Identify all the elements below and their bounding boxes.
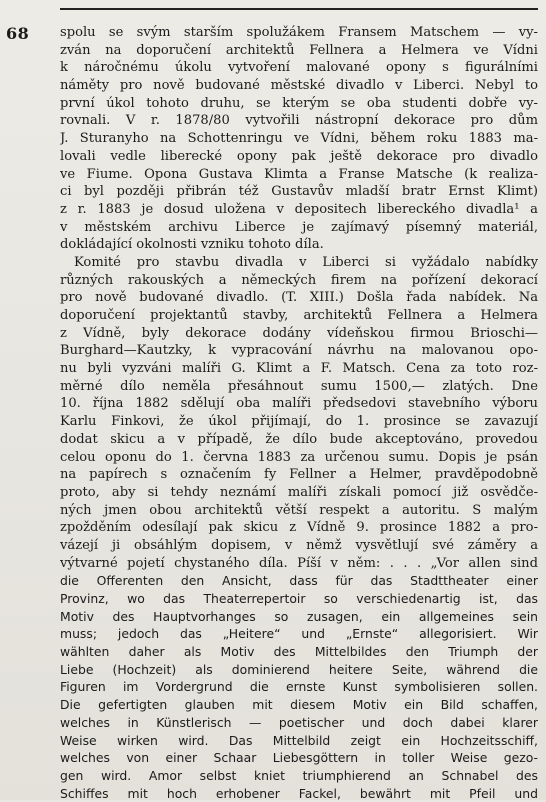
text-line: měrné dílo neměla přesáhnout sumu 1500,— zlatých. Dne [60, 378, 538, 394]
text-line: pro nově budované divadlo. (T. XIII.) Došla řada nabídek. Na [60, 290, 538, 306]
text-line: zpožděním odesílají pak skicu z Vídně 9. prosince 1882 a pro- [60, 520, 538, 536]
text-line: v městském archivu Liberce je zajímavý písemný materiál, [60, 219, 538, 235]
text-line: proto, aby si tehdy neznámí malíři získali pomocí již osvědče- [60, 484, 538, 500]
top-rule [60, 8, 538, 10]
text-line: Karlu Finkovi, že úkol přijímají, do 1. prosince se zavazují [60, 414, 538, 430]
text-line: Provinz, wo das Theaterrepertoir so verschiedenartig ist, das [60, 591, 538, 606]
text-line: dokládající okolnosti vzniku tohoto díla. [60, 237, 324, 253]
text-line: die Offerenten den Ansicht, dass für das Stadttheater einer [60, 573, 538, 589]
text-line: Liebe (Hochzeit) als dominierend heitere Seite, während die [60, 661, 538, 677]
text-line: ve Fiume. Opona Gustava Klimta a Franse Matsche (k realiza- [60, 166, 538, 182]
text-line: 10. října 1882 sdělují oba malíři předsedovi stavebního výboru [60, 396, 538, 412]
text-line: Weise wirken wird. Das Mittelbild zeigt ein Hochzeitsschiff, [60, 732, 538, 748]
text-line: welches in Künstlerisch — poetischer und doch dabei klarer [60, 714, 538, 730]
text-line: vázejí ji obsáhlým dopisem, v němž vysvětlují své záměry a [60, 537, 538, 553]
text-line: Die gefertigten glauben mit diesem Motiv ein Bild schaffen, [60, 697, 538, 713]
text-line: výtvarné pojetí chystaného díla. Píší v něm: . . . „Vor allen sind [60, 555, 538, 571]
text-line: lovali vedle liberecké opony pak ještě dekorace pro divadlo [60, 148, 538, 164]
text-line: rovnali. V r. 1878/80 vytvořili nástropní dekorace pro dům [60, 113, 538, 129]
text-line: muss; jedoch das „Heitere“ und „Ernste“ allegorisiert. Wir [60, 626, 538, 642]
text-line: Komité pro stavbu divadla v Liberci si vyžádalo nabídky [74, 254, 538, 270]
text-line: ci byl později přibrán též Gustavův mladší bratr Ernst Klimt) [60, 184, 538, 200]
text-line: nu byli vyzváni malíři G. Klimt a F. Matsch. Cena za toto roz- [60, 361, 538, 377]
text-line: wählten daher als Motiv des Mittelbildes den Triumph der [60, 644, 538, 660]
text-line: na papírech s označením fy Fellner a Helmer, pravděpodobně [60, 467, 538, 483]
text-line: Figuren im Vordergrund die ernste Kunst symbolisieren sollen. [60, 679, 538, 695]
text-line: ných jmen obou architektů větší respekt a autoritu. S malým [60, 502, 538, 518]
text-line: J. Sturanyho na Schottenringu ve Vídni, během roku 1883 ma- [60, 131, 538, 147]
text-line: k náročnému úkolu vytvoření malované opony s figurálními [60, 60, 538, 76]
page-number: 68 [6, 24, 30, 43]
text-line: celou oponu do 1. června 1883 za určenou sumu. Dopis je psán [60, 449, 538, 465]
text-line: náměty pro nově budované městské divadlo v Liberci. Nebyl to [60, 78, 538, 94]
text-line: z r. 1883 je dosud uložena v depositech libereckého divadla¹ a [60, 201, 538, 217]
text-line: Schiffes mit hoch erhobener Fackel, bewährt mit Pfeil und [60, 785, 538, 801]
text-line: gen wird. Amor selbst kniet triumphierend an Schnabel des [60, 767, 538, 783]
text-line: spolu se svým starším spolužákem Fransem Matschem — vy- [60, 25, 538, 40]
text-line: z Vídně, byly dekorace dodány vídeňskou firmou Brioschi— [60, 325, 538, 341]
text-line: zván na doporučení architektů Fellnera a Helmera ve Vídni [60, 42, 538, 58]
text-line: Motiv des Hauptvorhanges so zusagen, ein allgemeines sein [60, 608, 538, 624]
text-line: první úkol tohoto druhu, se kterým se oba studenti dobře vy- [60, 95, 538, 111]
text-line: doporučení projektantů stavby, architektů Fellnera a Helmera [60, 308, 538, 323]
body-text [60, 24, 538, 802]
text-line: různých rakouských a německých firem na pořízení dekorací [60, 272, 538, 288]
text-line: dodat skicu a v případě, že dílo bude akceptováno, provedou [60, 431, 538, 447]
text-line: Burghard—Kautzky, k vypracování návrhu na malovanou opo- [60, 343, 538, 359]
text-line: welches von einer Schaar Liebesgöttern in toller Weise gezo- [60, 750, 538, 766]
